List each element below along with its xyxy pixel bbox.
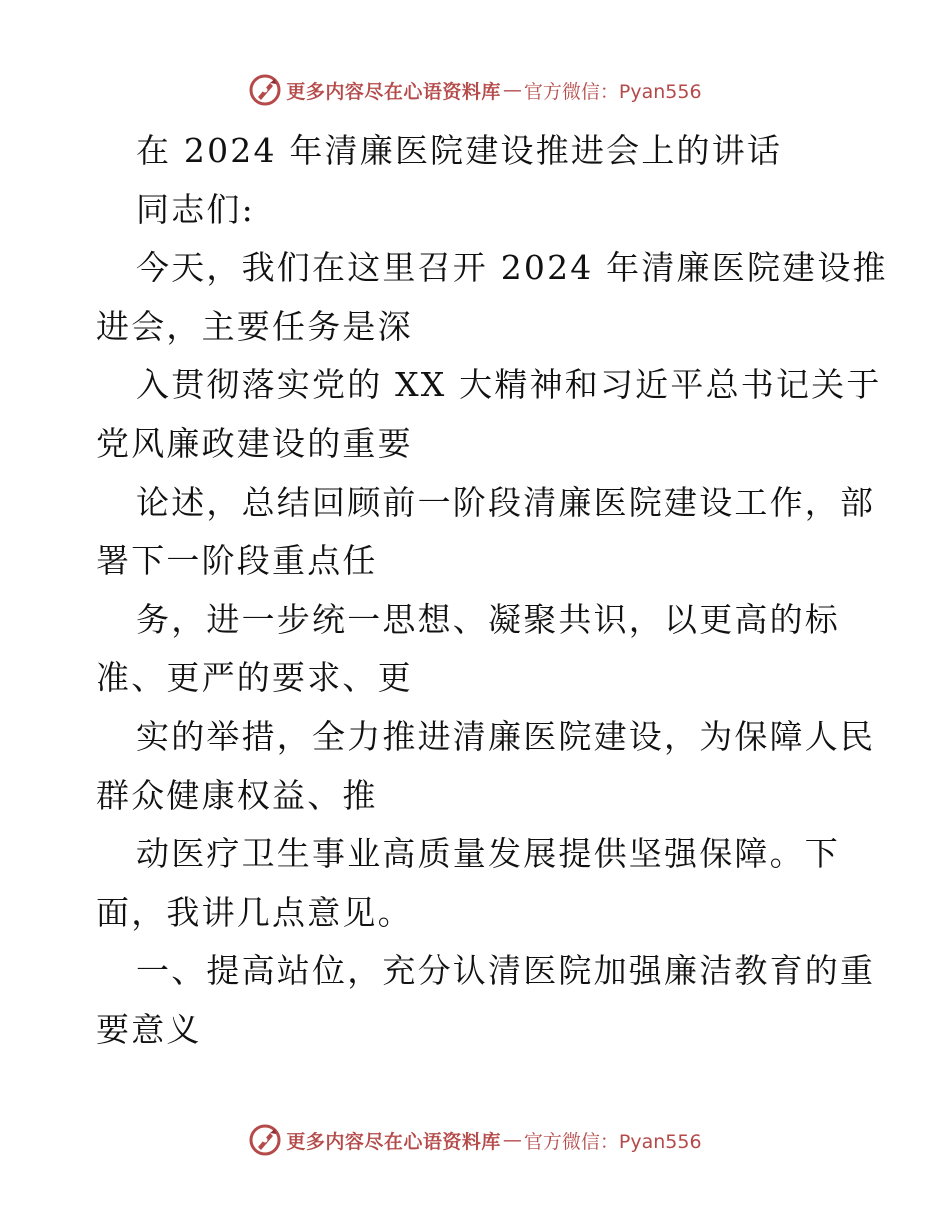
paragraph-line: 今天，我们在这里召开 2024 年清廉医院建设推 bbox=[136, 248, 888, 288]
paragraph-line: 论述，总结回顾前一阶段清廉医院建设工作，部 bbox=[136, 482, 876, 522]
document-body bbox=[96, 122, 888, 1060]
paragraph-line: 入贯彻落实党的 XX 大精神和习近平总书记关于 bbox=[136, 365, 882, 405]
section-heading-line: 一、提高站位，充分认清医院加强廉洁教育的重 bbox=[136, 951, 876, 991]
watermark-contact: 官方微信：Pyan556 bbox=[523, 1130, 702, 1153]
paragraph-line: 面，我讲几点意见。 bbox=[96, 892, 413, 932]
watermark-contact: 官方微信：Pyan556 bbox=[523, 80, 702, 103]
salutation: 同志们: bbox=[136, 189, 255, 229]
paragraph-line: 实的举措，全力推进清廉医院建设，为保障人民 bbox=[136, 716, 876, 756]
paragraph-line: 务，进一步统一思想、凝聚共识，以更高的标 bbox=[136, 599, 840, 639]
paragraph-line: 署下一阶段重点任 bbox=[96, 541, 378, 581]
header-watermark bbox=[0, 70, 950, 110]
watermark-text: 更多内容尽在心语资料库 bbox=[286, 80, 501, 103]
paragraph-line: 动医疗卫生事业高质量发展提供坚强保障。下 bbox=[136, 834, 840, 874]
pen-quill-circle-logo-icon bbox=[248, 73, 282, 107]
paragraph-line: 群众健康权益、推 bbox=[96, 775, 378, 815]
footer-watermark bbox=[0, 1120, 950, 1160]
paragraph-line: 准、更严的要求、更 bbox=[96, 658, 413, 698]
section-heading-line: 要意义 bbox=[96, 1009, 202, 1049]
paragraph-line: 进会，主要任务是深 bbox=[96, 306, 413, 346]
watermark-separator: — bbox=[502, 1129, 522, 1151]
watermark-text: 更多内容尽在心语资料库 bbox=[286, 1130, 501, 1153]
pen-quill-circle-logo-icon bbox=[248, 1123, 282, 1157]
document-title: 在 2024 年清廉医院建设推进会上的讲话 bbox=[136, 131, 783, 170]
paragraph-line: 党风廉政建设的重要 bbox=[96, 423, 413, 463]
watermark-separator: — bbox=[502, 79, 522, 101]
